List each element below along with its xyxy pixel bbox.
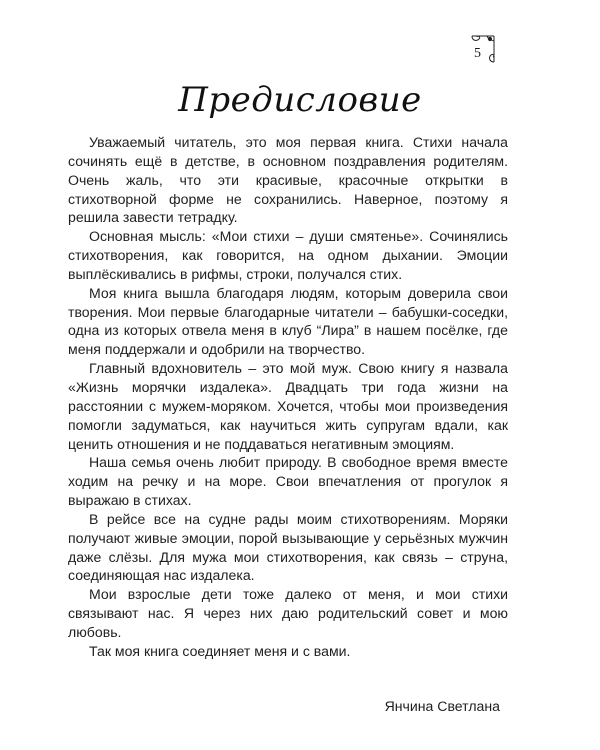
page-title: Предисловие — [178, 80, 422, 120]
paragraph: В рейсе все на судне рады моим стихотворениям. Моряки получают живые эмоции, порой вызывающие у серьёзных мужчин даже слёзы. Для мужа мои стихотворения, как связь – струна, соединяющая нас издалека. — [68, 510, 508, 584]
paragraph: Моя книга вышла благодаря людям, которым доверила свои творения. Мои первые благодарные читатели – бабушки-соседки, одна из которых отвела меня в клуб “Лира” в нашем посёлке, где меня поддержали и одобрили на творчество. — [68, 284, 508, 358]
page-number: 5 — [474, 46, 481, 61]
author-signature: Янчина Светлана — [384, 698, 500, 714]
paragraph: Мои взрослые дети тоже далеко от меня, и мои стихи связывают нас. Я через них даю родительский совет и мою любовь. — [68, 586, 508, 640]
paragraph: Основная мысль: «Мои стихи – души смятенье». Сочинялись стихотворения, как говорится, на одном дыхании. Эмоции выплёскивались в рифмы, строки, получался стих. — [68, 228, 508, 282]
paragraph: Наша семья очень любит природу. В свободное время вместе ходим на речку и на море. Свои впечатления от прогулок я выражаю в стихах. — [68, 454, 508, 509]
paragraph: Уважаемый читатель, это моя первая книга. Стихи начала сочинять ещё в детстве, в основном поздравления родителям. Очень жаль, что эти красивые, красочные открытки в стихотворной форме не сохранились. Наверное, поэтому я решила завести тетрадку. — [68, 134, 508, 226]
preface-body — [68, 133, 508, 661]
paragraph: Главный вдохновитель – это мой муж. Свою книгу я назвала «Жизнь морячки издалека». Двадцать три года жизни на расстоянии с мужем-моряком. Хочется, чтобы мои произведения помогли задуматься, как научиться жить супругам вдали, как ценить отношения и не поддаваться негативным эмоциям. — [68, 360, 508, 452]
paragraph: Так моя книга соединяет меня и с вами. — [89, 642, 351, 659]
